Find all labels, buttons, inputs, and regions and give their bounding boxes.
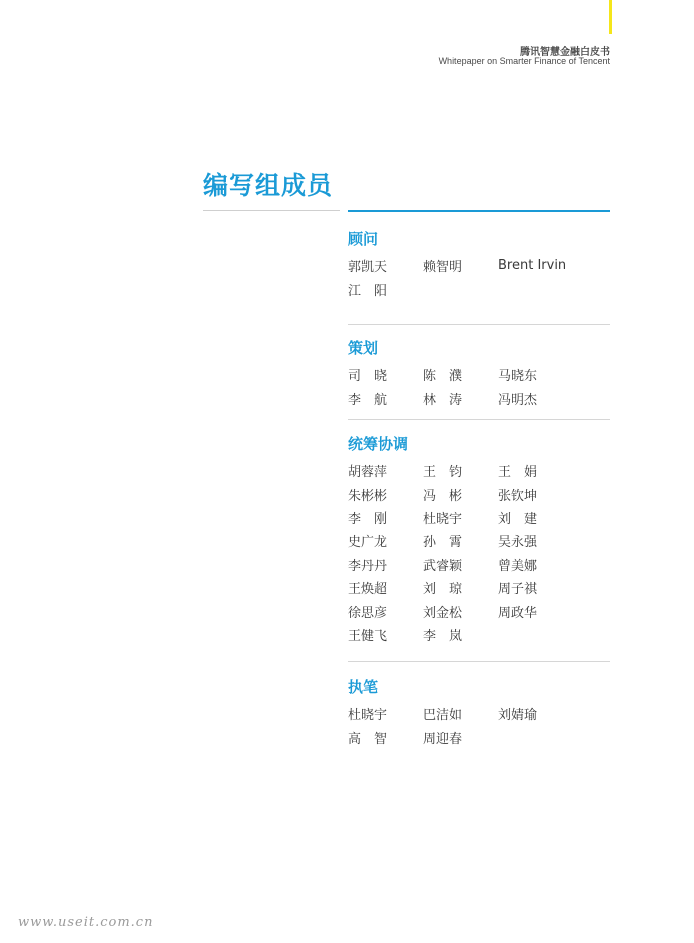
member-name: 史广龙 — [348, 535, 388, 551]
name-list — [348, 254, 610, 301]
member-name: 胡蓉萍 — [348, 465, 388, 481]
member-name: 郭凯天 — [348, 260, 388, 276]
member-name: 李 岚 — [423, 628, 463, 644]
member-name: 司 晓 — [348, 369, 388, 385]
section-coordination — [348, 433, 610, 646]
member-name: 李丹丹 — [348, 558, 388, 574]
member-name: 江 阳 — [348, 283, 388, 299]
content-top-divider — [348, 210, 610, 212]
section-title: 执笔 — [348, 678, 379, 696]
member-name: 王 钧 — [423, 465, 463, 481]
section-divider — [348, 324, 610, 325]
name-list — [348, 459, 610, 646]
section-title: 策划 — [348, 339, 379, 357]
header-title-cn: 腾讯智慧金融白皮书 — [520, 47, 610, 58]
member-name: 李 刚 — [348, 511, 388, 527]
section-divider — [348, 419, 610, 420]
section-planning — [348, 337, 610, 410]
section-title: 顾问 — [348, 230, 379, 248]
member-name: 武睿颖 — [423, 558, 463, 574]
member-name: 刘 建 — [498, 511, 538, 527]
member-name: 张钦坤 — [498, 488, 538, 504]
name-list — [348, 363, 610, 410]
section-divider — [348, 661, 610, 662]
member-name: 陈 濮 — [423, 369, 463, 385]
accent-bar — [609, 0, 612, 34]
member-name: 赖智明 — [423, 260, 463, 276]
name-list — [348, 702, 610, 749]
section-advisors — [348, 228, 610, 301]
page-title: 编写组成员 — [203, 171, 334, 200]
member-name: 曾美娜 — [498, 558, 538, 574]
member-name: 巴洁如 — [423, 708, 463, 724]
member-name: 马晓东 — [498, 369, 538, 385]
member-name: 李 航 — [348, 392, 388, 408]
member-name: 吴永强 — [498, 535, 538, 551]
watermark: www.useit.com.cn — [18, 915, 154, 930]
member-name: Brent Irvin — [498, 258, 567, 274]
member-name: 林 涛 — [423, 392, 463, 408]
member-name: 徐思彦 — [348, 605, 388, 621]
member-name: 刘金松 — [423, 605, 463, 621]
member-name: 刘婧瑜 — [498, 708, 538, 724]
member-name: 周政华 — [498, 605, 538, 621]
member-name: 孙 霄 — [423, 535, 463, 551]
member-name: 冯 彬 — [423, 488, 463, 504]
member-name: 高 智 — [348, 731, 388, 747]
member-name: 周子祺 — [498, 582, 538, 598]
section-title: 统筹协调 — [348, 435, 409, 453]
member-name: 朱彬彬 — [348, 488, 388, 504]
member-name: 杜晓宇 — [348, 708, 388, 724]
member-name: 杜晓宇 — [423, 511, 463, 527]
member-name: 周迎春 — [423, 731, 463, 747]
section-writers — [348, 676, 610, 749]
member-name: 王焕超 — [348, 582, 388, 598]
member-name: 王健飞 — [348, 628, 388, 644]
header-title-en: Whitepaper on Smarter Finance of Tencent — [438, 56, 610, 66]
member-name: 刘 琼 — [423, 582, 463, 598]
member-name: 冯明杰 — [498, 392, 538, 408]
member-name: 王 娟 — [498, 465, 538, 481]
title-divider — [203, 210, 340, 211]
